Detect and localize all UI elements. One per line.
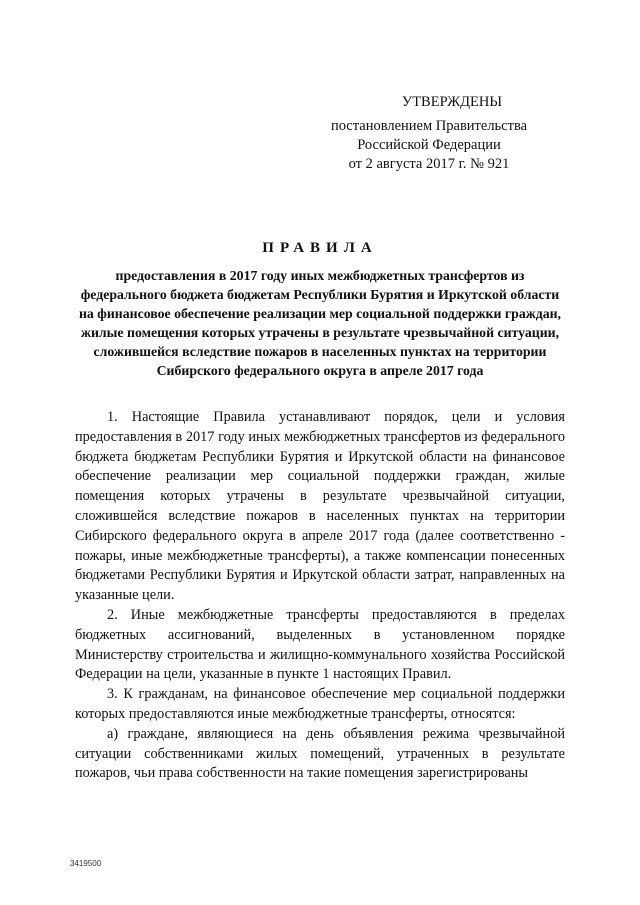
document-id: 3419500: [70, 859, 102, 868]
paragraph-1: 1. Настоящие Правила устанавливают порядок, цели и условия предоставления в 2017 году иных межбюджетных трансфертов из федерального бюджета бюджетам Республики Бурятия и Иркутской области на финансовое обеспечение реализации мер социальной поддержки граждан, жилые помещения которых утрачены в результате чрезвычайной ситуации, сложившейся вследствие пожаров в населенных пунктах на территории Сибирского федерального округа в апреле 2017 года (далее соответственно - пожары, иные межбюджетные трансферты), а также компенсации понесенных бюджетами Республики Бурятия и Иркутской области затрат, направленных на указанные цели.: [75, 409, 565, 604]
approval-line-3: от 2 августа 2017 г. № 921: [348, 156, 510, 172]
document-body: [75, 408, 565, 784]
document-title: ПРАВИЛА: [262, 240, 378, 256]
paragraph-3: 3. К гражданам, на финансовое обеспечение мер социальной поддержки которых предоставляются иные межбюджетные трансферты, относятся:: [75, 686, 565, 722]
approval-line-1: постановлением Правительства: [330, 118, 528, 134]
approval-heading: УТВЕРЖДЕНЫ: [401, 94, 502, 110]
approval-line-2: Российской Федерации: [357, 137, 501, 153]
paragraph-3a: а) граждане, являющиеся на день объявления режима чрезвычайной ситуации собственниками жилых помещений, утраченных в результате пожаров, чьи права собственности на такие помещения зарегистрированы: [75, 725, 565, 782]
paragraph-2: 2. Иные межбюджетные трансферты предоставляются в пределах бюджетных ассигнований, выделенных в установленном порядке Министерству строительства и жилищно-коммунального хозяйства Российской Федерации на цели, указанные в пункте 1 настоящих Правил.: [75, 606, 565, 683]
document-subtitle: предоставления в 2017 году иных межбюджетных трансфертов из федерального бюджета бюджетам Республики Бурятия и Иркутской области на финансовое обеспечение реализации мер социальной поддержки граждан, жилые помещения которых утрачены в результате чрезвычайной ситуации, сложившейся вследствие пожаров в населенных пунктах на территории Сибирского федерального округа в апреле 2017 года: [78, 268, 562, 378]
